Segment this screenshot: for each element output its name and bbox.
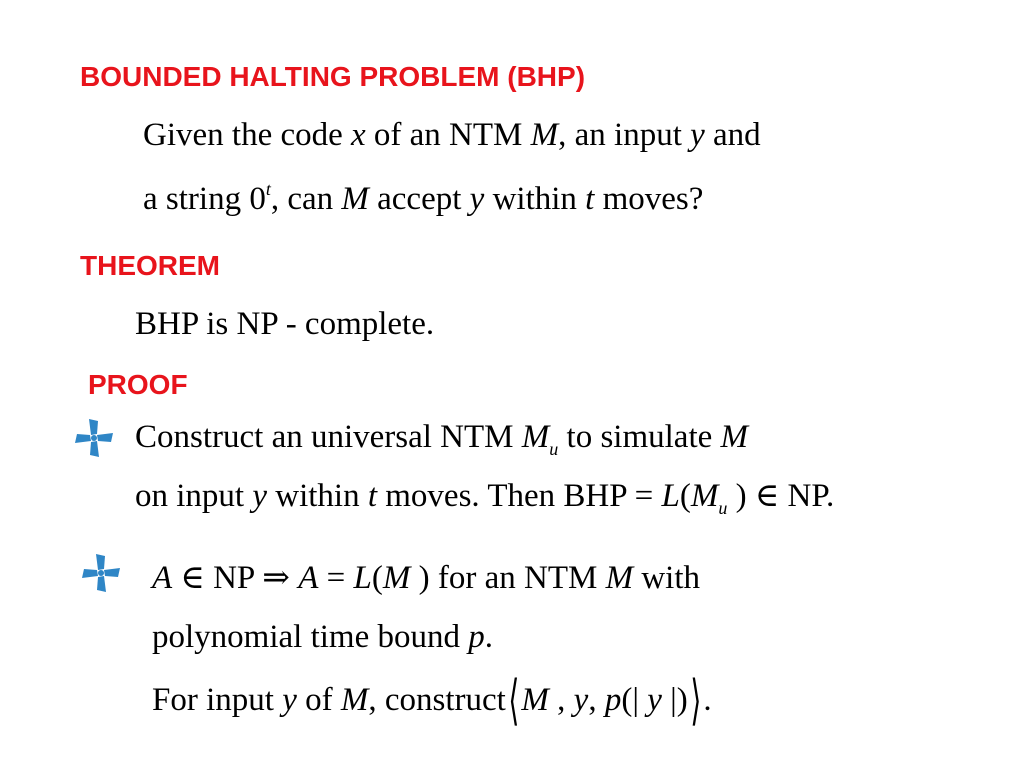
problem-line-1: Given the code x of an NTM M, an input y and — [143, 117, 761, 153]
proof-bullet-1-line-1: Construct an universal NTM $M_u$ to simulate M — [135, 419, 749, 459]
heading-bhp: BOUNDED HALTING PROBLEM (BHP) — [80, 61, 586, 92]
proof-bullet-2-line-2: polynomial time bound p. — [152, 619, 493, 655]
theorem-statement: BHP is NP - complete. — [135, 306, 435, 342]
heading-theorem: THEOREM — [80, 250, 220, 281]
proof-bullet-1-line-2: on input y within t moves. Then BHP = $L(M_u$ ) ∈ NP. — [135, 478, 835, 518]
pinwheel-bullet-icon — [73, 417, 115, 459]
pinwheel-bullet-icon — [80, 552, 122, 594]
heading-proof: PROOF — [88, 369, 188, 400]
problem-line-2: a string 0$^t$, can M accept y within t moves? — [143, 179, 704, 217]
proof-bullet-2-line-3: For input y of M, construct⟨M , y, p(| y |)⟩. — [152, 669, 712, 731]
proof-bullet-2-line-1: A ∈ NP ⇒ A = L(M ) for an NTM M with — [152, 560, 700, 596]
